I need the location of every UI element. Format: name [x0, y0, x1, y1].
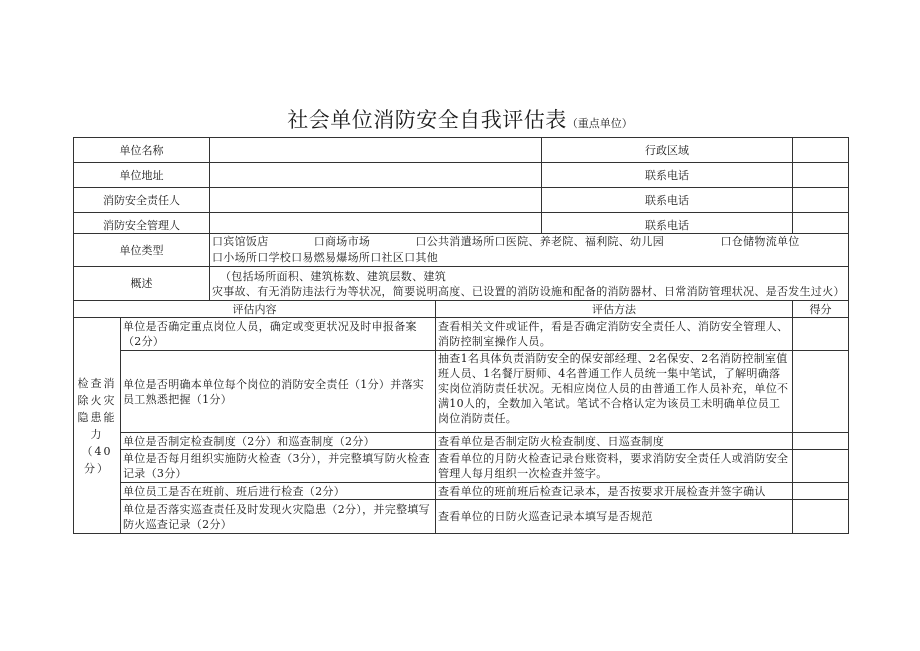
row-address — [74, 163, 849, 188]
method-cell-5: 查看单位的班前班后检查记录本，是否按要求开展检查并签字确认 — [436, 483, 793, 500]
manager-label: 消防安全管理人 — [74, 213, 210, 234]
responsible-field[interactable] — [210, 188, 542, 213]
phone-field-1[interactable] — [793, 163, 849, 188]
score-field-3[interactable] — [793, 433, 849, 450]
region-field[interactable] — [793, 138, 849, 163]
content-cell-3: 单位是否制定检查制度（2分）和巡查制度（2分） — [121, 433, 436, 450]
overview-field[interactable] — [210, 267, 849, 301]
table-row — [74, 500, 849, 534]
score-field-4[interactable] — [793, 450, 849, 483]
score-field-1[interactable] — [793, 318, 849, 351]
unit-name-field[interactable] — [210, 138, 542, 163]
row-overview — [74, 267, 849, 301]
method-cell-3: 查看单位是否制定防火检查制度、日巡查制度 — [436, 433, 793, 450]
phone-field-2[interactable] — [793, 188, 849, 213]
row-manager — [74, 213, 849, 234]
table-row — [74, 483, 849, 500]
overview-text-2: 灾事故、有无消防违法行为等状况，简要说明高度、已设置的消防设施和配备的消防器材、日常消防管理状况、是否发生过火） — [212, 284, 845, 298]
region-label: 行政区域 — [542, 138, 793, 163]
address-label: 单位地址 — [74, 163, 210, 188]
unit-name-label: 单位名称 — [74, 138, 210, 163]
assessment-table — [73, 137, 849, 534]
header-score: 得分 — [793, 301, 849, 318]
table-row — [74, 351, 849, 433]
content-cell-2: 单位是否明确本单位每个岗位的消防安全责任（1分）并落实员工熟悉把握（1分） — [121, 351, 436, 433]
row-header — [74, 301, 849, 318]
table-row — [74, 450, 849, 483]
method-cell-4: 查看单位的月防火检查记录台账资料，要求消防安全责任人或消防安全管理人每月组织一次检查并签字。 — [436, 450, 793, 483]
content-cell-1: 单位是否确定重点岗位人员，确定或变更状况及时申报备案（2分） — [121, 318, 436, 351]
title-main: 社会单位消防安全自我评估表 — [287, 108, 567, 132]
row-responsible — [74, 188, 849, 213]
content-cell-4: 单位是否每月组织实施防火检查（3分），并完整填写防火检查记录（3分） — [121, 450, 436, 483]
unit-type-line-1: 口宾馆饭店 口商场市场 口公共消遣场所口医院、养老院、福利院、幼儿园 口仓储物流单位 — [212, 235, 800, 248]
row-unit-type — [74, 234, 849, 267]
method-cell-1: 查看相关文件或证件，看是否确定消防安全责任人、消防安全管理人、消防控制室操作人员。 — [436, 318, 793, 351]
table-row — [74, 433, 849, 450]
phone-label-2: 联系电话 — [542, 188, 793, 213]
section-label: 检查消 除火灾 隐患能 力 （40分） — [74, 318, 121, 534]
method-cell-2: 抽查1名具体负责消防安全的保安部经理、2名保安、2名消防控制室值班人员、1名餐厅厨师、4名普通工作人员统一集中笔试，了解明确落实岗位消防责任状况。无相应岗位人员的由普通工作人员补充，单位不满10人的，全数加入笔试。笔试不合格认定为该员工未明确单位员工岗位消防责任。 — [436, 351, 793, 433]
phone-field-3[interactable] — [793, 213, 849, 234]
content-cell-6: 单位是否落实巡查责任及时发现火灾隐患（2分），并完整填写防火巡查记录（2分） — [121, 500, 436, 534]
score-field-2[interactable] — [793, 351, 849, 433]
manager-field[interactable] — [210, 213, 542, 234]
address-field[interactable] — [210, 163, 542, 188]
score-field-6[interactable] — [793, 500, 849, 534]
header-method: 评估方法 — [436, 301, 793, 318]
unit-type-options[interactable] — [210, 234, 849, 267]
unit-type-line-2: 口小场所口学校口易燃易爆场所口社区口其他 — [212, 251, 438, 264]
overview-text-1: （包括场所面积、建筑栋数、建筑层数、建筑 — [220, 269, 446, 283]
form-title — [0, 106, 920, 138]
overview-label: 概述 — [74, 267, 210, 301]
responsible-label: 消防安全责任人 — [74, 188, 210, 213]
title-subtitle: （重点单位） — [566, 117, 633, 130]
table-row — [74, 318, 849, 351]
row-unit-name — [74, 138, 849, 163]
content-cell-5: 单位员工是否在班前、班后进行检查（2分） — [121, 483, 436, 500]
phone-label-1: 联系电话 — [542, 163, 793, 188]
score-field-5[interactable] — [793, 483, 849, 500]
phone-label-3: 联系电话 — [542, 213, 793, 234]
unit-type-label: 单位类型 — [74, 234, 210, 267]
method-cell-6: 查看单位的日防火巡查记录本填写是否规范 — [436, 500, 793, 534]
section-points: （40分） — [81, 444, 113, 475]
header-content: 评估内容 — [74, 301, 436, 318]
